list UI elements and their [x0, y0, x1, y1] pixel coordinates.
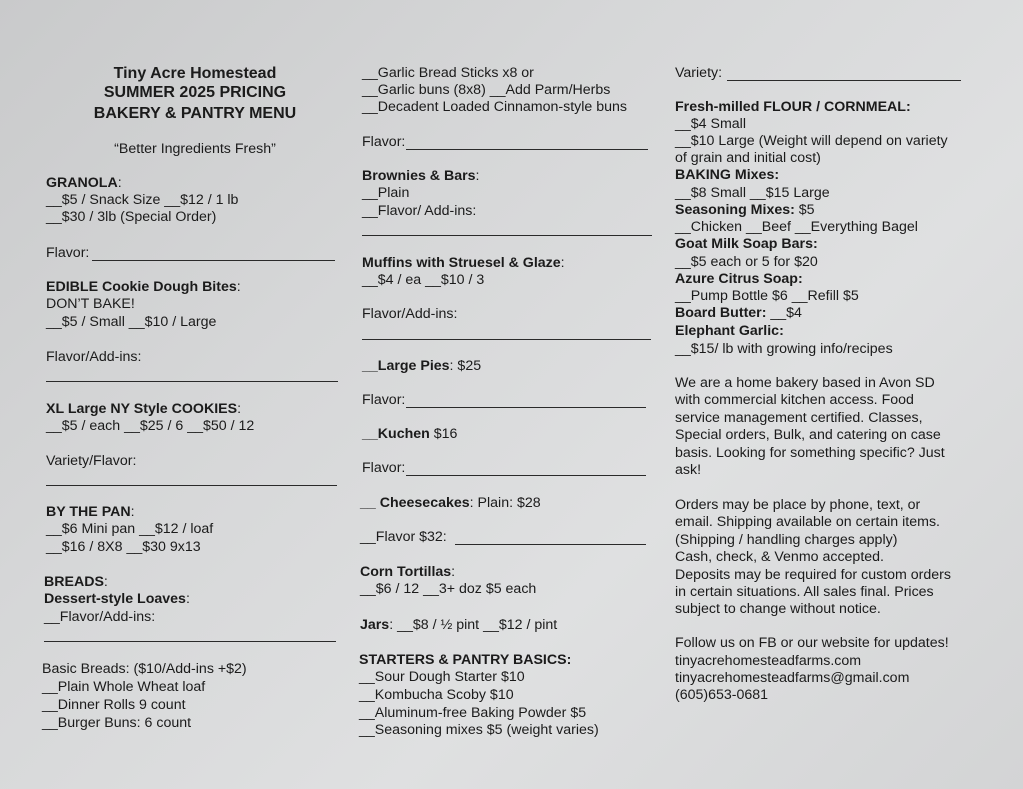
write-in-line	[44, 641, 336, 642]
seasoning-mixes-heading: Seasoning Mixes: $5	[675, 202, 815, 218]
starters-heading: STARTERS & PANTRY BASICS:	[359, 652, 572, 668]
large-pies-item: __Large Pies: $25	[362, 358, 482, 374]
goat-soap-heading: Goat Milk Soap Bars:	[675, 236, 818, 252]
starters-option: __Kombucha Scoby $10	[359, 687, 514, 703]
write-in-line	[362, 339, 651, 340]
basic-breads-heading: Basic Breads: ($10/Add-ins +$2)	[42, 661, 247, 677]
starters-option: __Seasoning mixes $5 (weight varies)	[359, 722, 599, 738]
brownies-option: __Plain	[362, 185, 410, 201]
seasoning-mixes-option: __Chicken __Beef __Everything Bagel	[675, 219, 918, 235]
cheesecakes-item: __ Cheesecakes: Plain: $28	[360, 495, 541, 511]
flavor-label: Flavor:	[362, 392, 406, 408]
variety-label: Variety:	[675, 65, 723, 81]
write-in-line	[406, 149, 648, 150]
flavor-label: __Flavor $32:	[360, 529, 447, 545]
cookie-dough-heading: EDIBLE Cookie Dough Bites:	[46, 279, 241, 295]
corn-tortillas-heading: Corn Tortillas:	[360, 564, 456, 580]
cookie-dough-note: DON’T BAKE!	[46, 296, 135, 312]
orders-paragraph: Orders may be place by phone, text, or email. Shipping available on certain items. (Shipping / handling charges apply) Cash, check, & Venmo accepted. Deposits may be required for custom orders in certain situations. All sales final. Prices subject to change without notice.	[675, 497, 951, 618]
brownies-option: __Flavor/ Add-ins:	[362, 203, 477, 219]
season-heading: SUMMER 2025 PRICING	[103, 84, 287, 101]
dessert-loaves-heading: Dessert-style Loaves:	[44, 591, 190, 607]
starters-option: __Sour Dough Starter $10	[359, 669, 525, 685]
corn-tortillas-option: __$6 / 12 __3+ doz $5 each	[360, 581, 537, 597]
board-butter-item: Board Butter: __$4	[675, 305, 802, 321]
flour-note: of grain and initial cost)	[675, 150, 821, 166]
website: tinyacrehomesteadfarms.com	[675, 653, 862, 669]
flavor-label: Flavor/Add-ins:	[46, 349, 142, 365]
brownies-heading: Brownies & Bars:	[362, 168, 480, 184]
write-in-line	[46, 485, 337, 486]
bread-option: __Garlic Bread Sticks x8 or	[362, 65, 534, 81]
flour-heading: Fresh-milled FLOUR / CORNMEAL:	[675, 99, 911, 115]
muffins-heading: Muffins with Struesel & Glaze:	[362, 255, 565, 271]
basic-bread-option: __Burger Buns: 6 count	[42, 715, 192, 731]
pan-heading: BY THE PAN:	[46, 504, 135, 520]
baking-mixes-heading: BAKING Mixes:	[675, 167, 780, 183]
flavor-label: Flavor:	[46, 245, 90, 261]
flavor-label: Flavor:	[362, 460, 406, 476]
bread-option: __Decadent Loaded Cinnamon-style buns	[362, 99, 628, 115]
business-name: Tiny Acre Homestead	[113, 65, 277, 82]
flavor-label: Flavor/Add-ins:	[362, 306, 458, 322]
bread-option: __Garlic buns (8x8) __Add Parm/Herbs	[362, 82, 611, 98]
email: tinyacrehomesteadfarms@gmail.com	[675, 670, 910, 686]
kuchen-item: __Kuchen $16	[362, 426, 458, 442]
flavor-label: Variety/Flavor:	[46, 453, 137, 469]
breads-heading: BREADS:	[44, 574, 108, 590]
basic-bread-option: __Dinner Rolls 9 count	[42, 697, 186, 713]
write-in-line	[727, 80, 961, 81]
baking-mixes-option: __$8 Small __$15 Large	[675, 185, 830, 201]
jars-item: Jars: __$8 / ½ pint __$12 / pint	[360, 617, 558, 633]
goat-soap-option: __$5 each or 5 for $20	[675, 254, 818, 270]
pan-option: __$6 Mini pan __$12 / loaf	[46, 521, 214, 537]
follow-us: Follow us on FB or our website for updates!	[675, 635, 949, 651]
write-in-line	[406, 407, 646, 408]
flour-option: __$10 Large (Weight will depend on variety	[675, 133, 948, 149]
pan-option: __$16 / 8X8 __$30 9x13	[46, 539, 201, 555]
flavor-label: Flavor:	[362, 134, 406, 150]
elephant-garlic-option: __$15/ lb with growing info/recipes	[675, 341, 893, 357]
write-in-line	[362, 235, 652, 236]
cookie-dough-option: __$5 / Small __$10 / Large	[46, 314, 217, 330]
write-in-line	[92, 260, 335, 261]
cookies-heading: XL Large NY Style COOKIES:	[46, 401, 242, 417]
write-in-line	[455, 544, 646, 545]
write-in-line	[46, 381, 338, 382]
granola-option: __$5 / Snack Size __$12 / 1 lb	[46, 192, 239, 208]
granola-option: __$30 / 3lb (Special Order)	[46, 209, 217, 225]
azure-soap-option: __Pump Bottle $6 __Refill $5	[675, 288, 859, 304]
starters-option: __Aluminum-free Baking Powder $5	[359, 705, 587, 721]
elephant-garlic-heading: Elephant Garlic:	[675, 323, 784, 339]
menu-title: BAKERY & PANTRY MENU	[93, 105, 297, 122]
about-paragraph: We are a home bakery based in Avon SD with commercial kitchen access. Food service management certified. Classes, Special orders, Bulk, and catering on case basis. Looking for something specific? Just ask!	[675, 375, 945, 479]
cookies-option: __$5 / each __$25 / 6 __$50 / 12	[46, 418, 255, 434]
write-in-line	[406, 475, 646, 476]
muffins-option: __$4 / ea __$10 / 3	[362, 272, 485, 288]
basic-bread-option: __Plain Whole Wheat loaf	[42, 679, 206, 695]
flavor-label: __Flavor/Add-ins:	[44, 609, 156, 625]
phone: (605)653-0681	[675, 687, 769, 703]
flour-option: __$4 Small	[675, 116, 746, 132]
tagline: “Better Ingredients Fresh”	[114, 141, 276, 157]
granola-heading: GRANOLA:	[46, 175, 122, 191]
azure-soap-heading: Azure Citrus Soap:	[675, 271, 803, 287]
